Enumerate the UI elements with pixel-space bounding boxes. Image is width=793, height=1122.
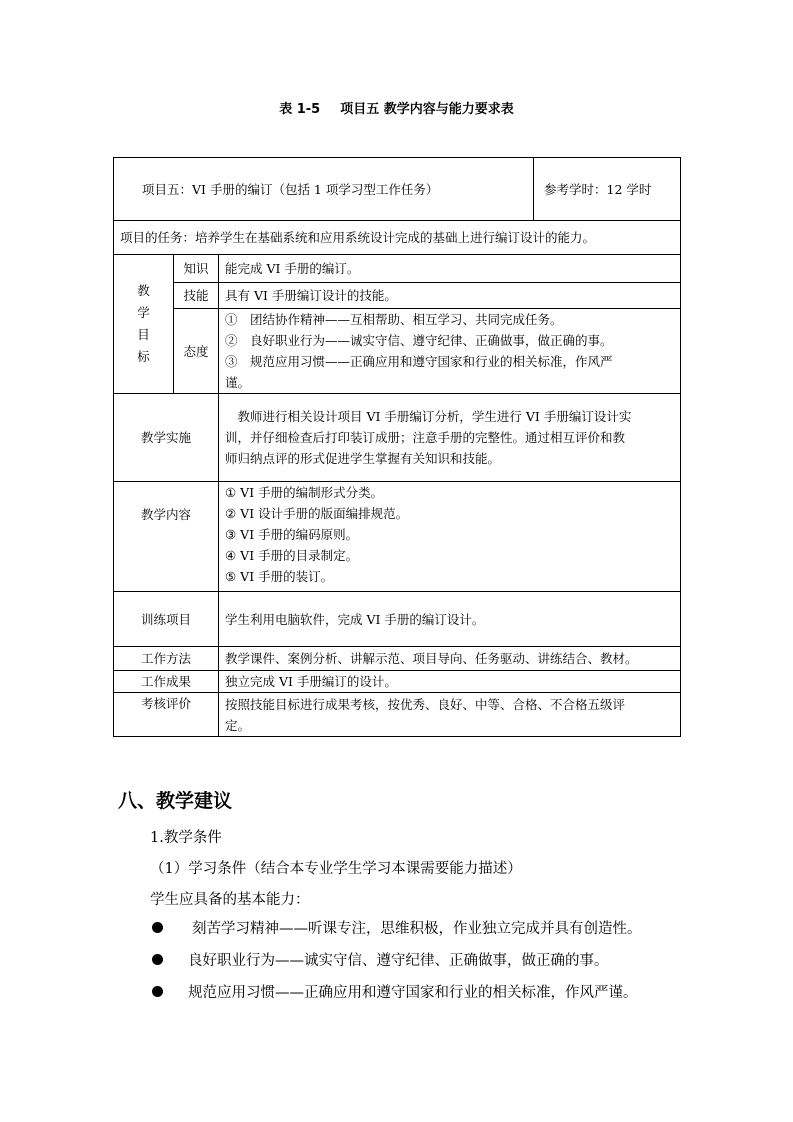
table-row — [114, 158, 681, 221]
goals-label-char: 标 — [137, 349, 150, 364]
implementation-line: 师归纳点评的形式促进学生掌握有关知识和技能。 — [225, 451, 501, 466]
attitude-line: ① 团结协作精神——互相帮助、相互学习、共同完成任务。 — [225, 312, 563, 327]
goals-label-char: 学 — [137, 305, 150, 320]
table-row — [114, 255, 681, 283]
task-cell: 项目的任务：培养学生在基础系统和应用系统设计完成的基础上进行编订设计的能力。 — [114, 221, 681, 255]
implementation-line: 训，并仔细检查后打印装订成册；注意手册的完整性。通过相互评价和教 — [225, 430, 626, 445]
skill-label-cell: 技能 — [174, 283, 219, 309]
ability-item: 刻苦学习精神——听课专注，思维积极，作业独立完成并具有创造性。 — [192, 921, 642, 937]
implementation-line: 教师进行相关设计项目 VI 手册编订分析，学生进行 VI 手册编订设计实 — [225, 409, 632, 424]
attitude-cell — [219, 309, 681, 394]
attitude-line: ③ 规范应用习惯——正确应用和遵守国家和行业的相关标准，作风严 — [225, 354, 613, 369]
method-label-cell: 工作方法 — [114, 647, 219, 671]
section-heading: 八、教学建议 — [118, 790, 233, 812]
assessment-cell — [219, 693, 681, 737]
assessment-line: 按照技能目标进行成果考核，按优秀、良好、中等、合格、不合格五级评 — [225, 696, 626, 712]
implementation-label-cell: 教学实施 — [114, 394, 219, 482]
table-row — [114, 671, 681, 693]
caption-title: 项目五 教学内容与能力要求表 — [340, 102, 514, 117]
table-row — [114, 693, 681, 737]
table-row — [114, 221, 681, 255]
content-line: ② VI 设计手册的版面编排规范。 — [225, 506, 409, 521]
bullet-dot-icon — [152, 954, 163, 965]
knowledge-cell: 能完成 VI 手册的编订。 — [219, 255, 681, 283]
content-line: ① VI 手册的编制形式分类。 — [225, 485, 384, 500]
implementation-cell — [219, 394, 681, 482]
table-row — [114, 283, 681, 309]
bullet-dot-icon — [152, 922, 163, 933]
content-cell — [219, 482, 681, 592]
caption-number: 表 1-5 — [279, 102, 321, 117]
table-row — [114, 394, 681, 482]
assessment-line: 定。 — [225, 717, 251, 733]
table-row — [114, 482, 681, 592]
training-label-cell: 训练项目 — [114, 592, 219, 647]
content-label-cell: 教学内容 — [114, 482, 219, 592]
result-cell: 独立完成 VI 手册编订的设计。 — [219, 671, 681, 693]
table-caption — [0, 98, 793, 117]
teaching-content-table — [113, 157, 681, 737]
bullet-dot-icon — [152, 986, 163, 997]
training-cell: 学生利用电脑软件，完成 VI 手册的编订设计。 — [219, 592, 681, 647]
goals-label-cell — [114, 255, 174, 394]
content-line: ③ VI 手册的编码原则。 — [225, 527, 359, 542]
result-label-cell: 工作成果 — [114, 671, 219, 693]
assessment-label-cell: 考核评价 — [114, 693, 219, 737]
content-line: ④ VI 手册的目录制定。 — [225, 548, 359, 563]
ability-item: 规范应用习惯——正确应用和遵守国家和行业的相关标准，作风严谨。 — [188, 985, 638, 1001]
knowledge-label-cell: 知识 — [174, 255, 219, 283]
content-line: ⑤ VI 手册的装订。 — [225, 569, 334, 584]
attitude-label-cell: 态度 — [174, 309, 219, 394]
ability-item: 良好职业行为——诚实守信、遵守纪律、正确做事，做正确的事。 — [188, 953, 609, 969]
subsection-learning-conditions: （1）学习条件（结合本专业学生学习本课需要能力描述） — [150, 861, 522, 877]
method-cell: 教学课件、案例分析、讲解示范、项目导向、任务驱动、讲练结合、教材。 — [219, 647, 681, 671]
skill-cell: 具有 VI 手册编订设计的技能。 — [219, 283, 681, 309]
project-title-cell: 项目五：VI 手册的编订（包括 1 项学习型工作任务） — [114, 158, 534, 221]
goals-label-char: 目 — [137, 327, 150, 342]
abilities-intro: 学生应具备的基本能力： — [150, 892, 310, 908]
goals-label-char: 教 — [137, 283, 150, 298]
attitude-line: ② 良好职业行为——诚实守信、遵守纪律、正确做事，做正确的事。 — [225, 333, 613, 348]
hours-cell: 参考学时：12 学时 — [534, 158, 681, 221]
table-row — [114, 647, 681, 671]
table-row — [114, 592, 681, 647]
subsection-teaching-conditions: 1.教学条件 — [150, 830, 222, 846]
attitude-line: 谨。 — [225, 375, 251, 390]
table-row — [114, 309, 681, 394]
